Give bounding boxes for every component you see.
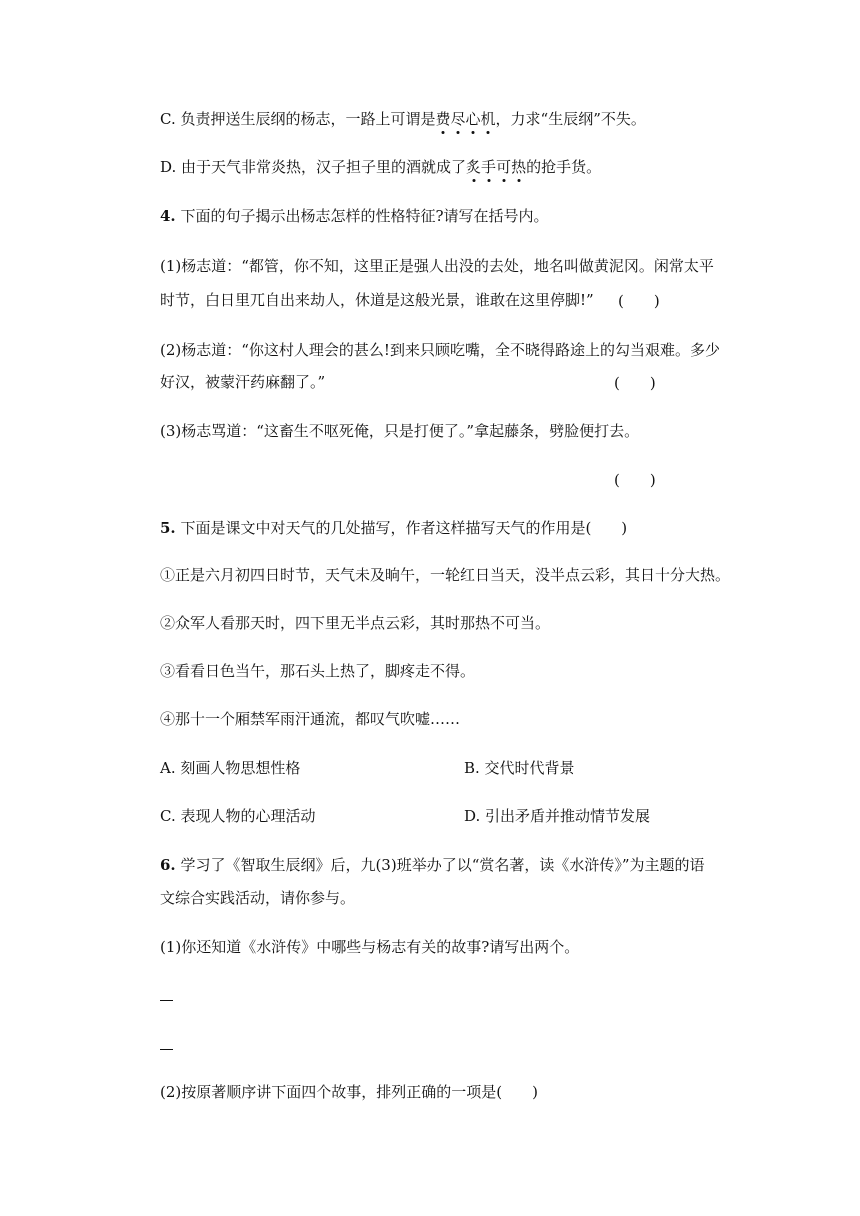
question-5-stem — [160, 518, 627, 538]
emphasis-char: 手 — [481, 158, 497, 176]
answer-line[interactable] — [160, 1049, 173, 1050]
answer-blank[interactable]: ( ) — [614, 471, 656, 489]
q5-option-a[interactable]: A. 刻画人物思想性格 — [160, 759, 301, 777]
q6-text-line2: 文综合实践活动，请你参与。 — [160, 889, 356, 907]
emphasis-char: 炙 — [466, 158, 482, 176]
emphasis-char: 心 — [465, 110, 481, 128]
option-d-post: 的抢手货。 — [526, 158, 602, 176]
emphasis-char: 费 — [435, 110, 451, 128]
question-number: 4. — [160, 207, 176, 225]
question-number: 5. — [160, 519, 176, 537]
q5-item-3: ③看看日色当午，那石头上热了，脚疼走不得。 — [160, 662, 476, 680]
q4-s2-line1: (2)杨志道：“你这村人理会的甚么!到来只顾吃嘴，全不晓得路途上的勾当艰难。多少 — [160, 341, 720, 359]
answer-blank[interactable]: ( ) — [618, 292, 660, 310]
option-c-post: ，力求“生辰纲”不失。 — [495, 110, 646, 128]
question-4-stem — [160, 206, 549, 226]
emphasis-char: 热 — [511, 158, 527, 176]
option-c-line — [160, 109, 646, 129]
option-d-pre: D. 由于天气非常炎热，汉子担子里的酒就成了 — [160, 158, 467, 176]
question-text: 学习了《智取生辰纲》后，九(3)班举办了以“赏名著，读《水浒传》”为主题的语 — [175, 856, 705, 874]
q4-s2-line2: 好汉，被蒙汗药麻翻了。” — [160, 373, 326, 391]
q5-option-b[interactable]: B. 交代时代背景 — [464, 759, 575, 777]
option-c-pre: C. 负责押送生辰纲的杨志，一路上可谓是 — [160, 110, 436, 128]
q5-item-4: ④那十一个厢禁军雨汗通流，都叹气吹嘘…… — [160, 710, 461, 728]
q4-s1-line1: (1)杨志道：“都管，你不知，这里正是强人出没的去处，地名叫做黄泥冈。闲常太平 — [160, 257, 714, 275]
q4-s1-line2: 时节，白日里兀自出来劫人，休道是这般光景，谁敢在这里停脚!” — [160, 291, 594, 309]
q6-sub-1: (1)你还知道《水浒传》中哪些与杨志有关的故事?请写出两个。 — [160, 938, 580, 956]
emphasis-char: 尽 — [450, 110, 466, 128]
emphasis-char: 可 — [496, 158, 512, 176]
emphasis-char: 机 — [480, 110, 496, 128]
question-number: 6. — [160, 856, 176, 874]
q5-item-1: ①正是六月初四日时节，天气未及晌午，一轮红日当天，没半点云彩，其日十分大热。 — [160, 566, 731, 584]
q5-option-c[interactable]: C. 表现人物的心理活动 — [160, 807, 316, 825]
question-text: 下面的句子揭示出杨志怎样的性格特征?请写在括号内。 — [175, 207, 549, 225]
question-6-stem — [160, 855, 705, 875]
answer-blank[interactable]: ( ) — [614, 374, 656, 392]
q6-sub-2: (2)按原著顺序讲下面四个故事，排列正确的一项是( ) — [160, 1083, 538, 1101]
answer-line[interactable] — [160, 1000, 173, 1001]
q5-item-2: ②众军人看那天时，四下里无半点云彩，其时那热不可当。 — [160, 614, 551, 632]
q4-s3-line1: (3)杨志骂道：“这畜生不呕死俺，只是打便了。”拿起藤条，劈脸便打去。 — [160, 422, 640, 440]
question-text: 下面是课文中对天气的几处描写，作者这样描写天气的作用是( ) — [175, 519, 628, 537]
q5-option-d[interactable]: D. 引出矛盾并推动情节发展 — [464, 807, 651, 825]
option-d-line — [160, 157, 601, 177]
